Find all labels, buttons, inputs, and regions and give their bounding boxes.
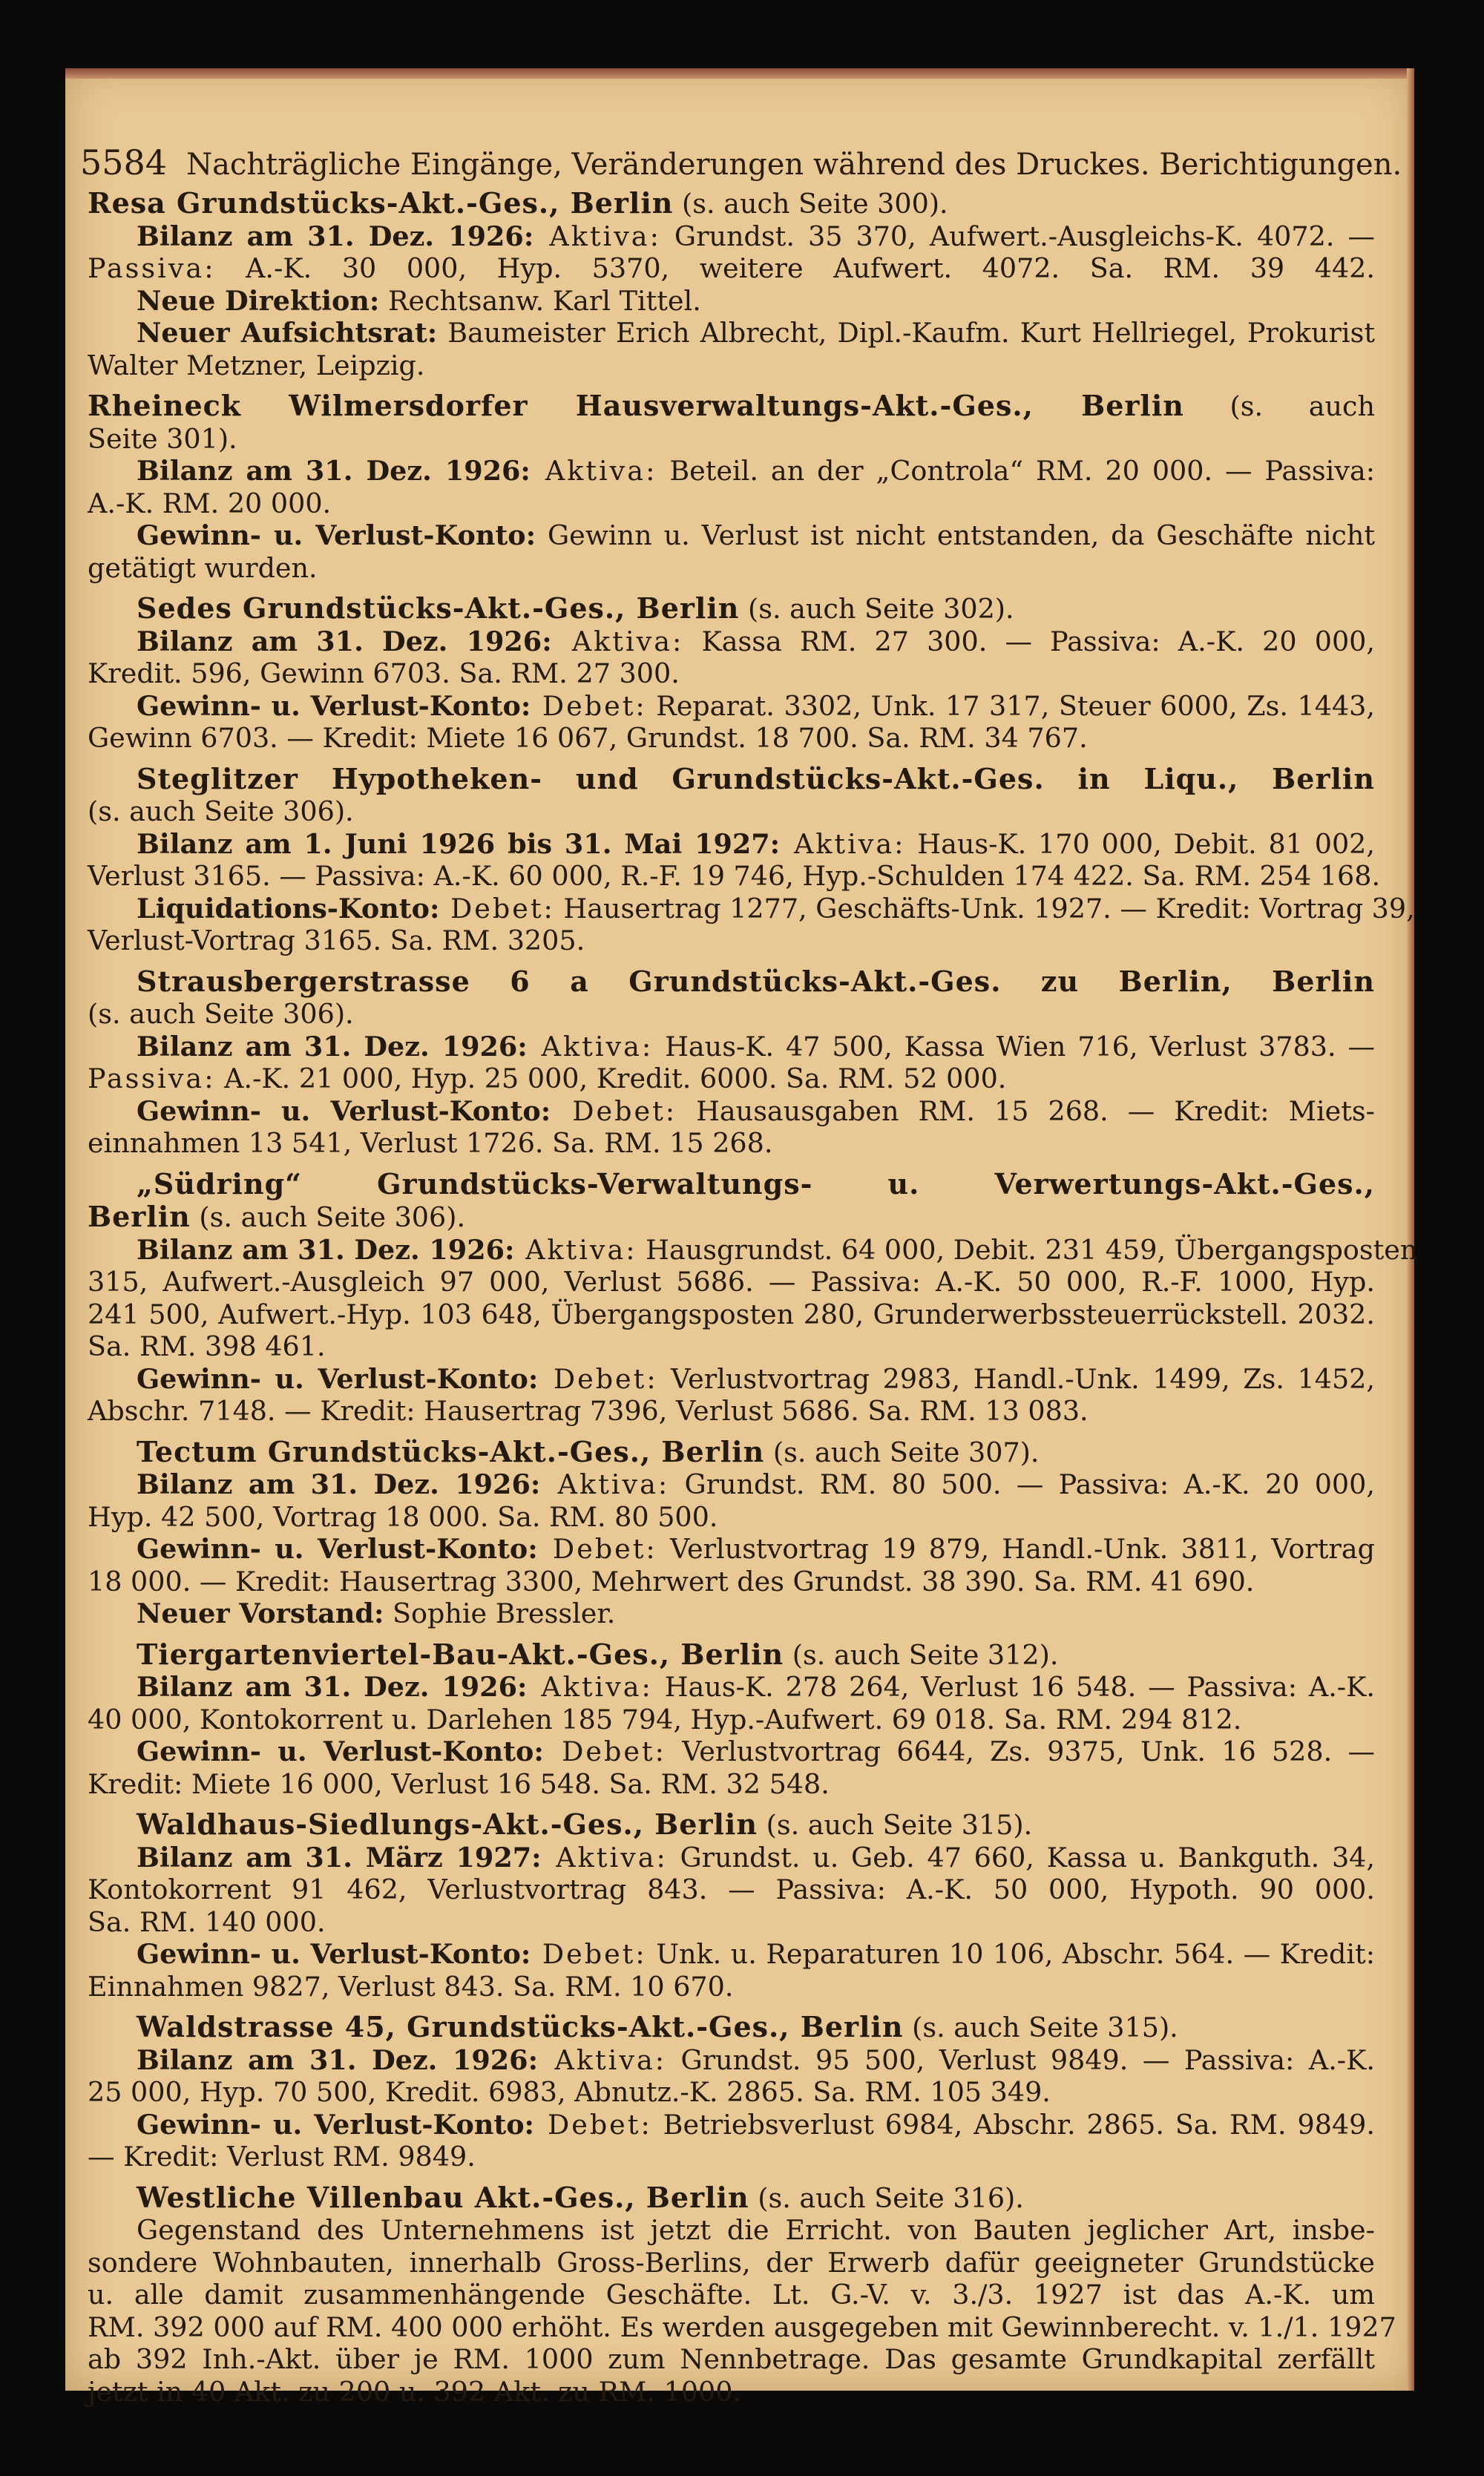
text-segment: (s. auch Seite 312).: [784, 1638, 1059, 1671]
label: Bilanz am 31. Dez. 1926:: [137, 1468, 541, 1500]
text-line: [88, 2279, 1375, 2311]
label: Neuer Aufsichtsrat:: [137, 317, 438, 349]
spaced-label: Debet:: [531, 1938, 647, 1970]
firm-name: Waldhaus-Siedlungs-Akt.-Ges., Berlin: [137, 1807, 758, 1841]
text-line: [88, 795, 1375, 828]
text-segment: Reparat. 3302, Unk. 17 317, Steuer 6000, Zs. 1443,: [646, 689, 1375, 722]
spaced-label: Aktiva:: [514, 1233, 637, 1266]
text-segment: Sa. RM. 398 461.: [88, 1330, 326, 1362]
entry-title-line: [88, 1201, 1375, 1234]
text-segment: Haus-K. 278 264, Verlust 16 548. — Passiva: A.-K.: [652, 1671, 1376, 1703]
text-line: [88, 519, 1375, 552]
text-segment: jetzt in 40 Akt. zu 200 u. 392 Akt. zu RM. 1000.: [88, 2375, 742, 2408]
entry-waldhaus: [88, 1808, 1375, 2003]
text-line: [88, 349, 1375, 382]
text-segment: A.-K. RM. 20 000.: [88, 487, 332, 519]
entry-title-line: [88, 1808, 1375, 1842]
spaced-label: Passiva:: [88, 252, 216, 284]
firm-name: Rheineck Wilmersdorfer Hausverwaltungs-Akt.-Ges., Berlin: [88, 389, 1184, 422]
spaced-label: Aktiva:: [527, 1671, 653, 1703]
spaced-label: Debet:: [531, 689, 647, 722]
page-edge-top: [65, 68, 1414, 79]
spaced-label: Aktiva:: [541, 1841, 668, 1874]
text-line: [88, 1874, 1375, 1906]
text-segment: — Kredit: Verlust RM. 9849.: [88, 2141, 476, 2173]
text-segment: (s. auch Seite 316).: [749, 2181, 1024, 2214]
label: Gewinn- u. Verlust-Konto:: [137, 1938, 531, 1970]
document-page: [65, 68, 1418, 2408]
entry-title-line: [88, 1638, 1375, 1672]
spaced-label: Debet:: [537, 1533, 657, 1565]
label: Bilanz am 31. Dez. 1926:: [137, 2043, 539, 2076]
text-segment: Grundst. 95 500, Verlust 9849. — Passiva: A.-K.: [666, 2043, 1375, 2076]
entry-tiergartenviertel: [88, 1638, 1375, 1801]
text-line: [88, 1031, 1375, 1063]
label: Bilanz am 1. Juni 1926 bis 31. Mai 1927:: [137, 827, 781, 860]
text-line: [88, 423, 1375, 456]
text-segment: Haus-K. 170 000, Debit. 81 002,: [905, 827, 1375, 860]
text-line: [88, 1330, 1375, 1363]
entry-title-line: [88, 390, 1375, 423]
header-title: Nachträgliche Eingänge, Veränderungen während des Druckes. Berichtigungen.: [186, 148, 1402, 182]
label: Gewinn- u. Verlust-Konto:: [137, 1094, 551, 1127]
spaced-label: Debet:: [439, 892, 555, 925]
entry-rheineck: [88, 390, 1375, 584]
entry-steglitzer: [88, 761, 1415, 957]
text-segment: Hausgrundst. 64 000, Debit. 231 459, Übergangsposten: [637, 1233, 1418, 1266]
text-line: [88, 1768, 1375, 1801]
text-line: [88, 1842, 1375, 1874]
text-line: [88, 285, 1375, 318]
text-segment: A.-K. 21 000, Hyp. 25 000, Kredit. 6000. Sa. RM. 52 000.: [215, 1063, 1007, 1094]
text-line: [88, 1501, 1375, 1534]
text-segment: Beteil. an der „Controla“ RM. 20 000. — Passiva:: [657, 455, 1376, 487]
text-segment: 315, Aufwert.-Ausgleich 97 000, Verlust 5686. — Passiva: A.-K. 50 000, R.-F. 1000, Hyp.: [88, 1266, 1375, 1298]
entry-strausbergerstrasse: [88, 965, 1375, 1160]
firm-name: Steglitzer Hypotheken- und Grundstücks-Akt.-Ges. in Liqu., Berlin: [137, 761, 1375, 795]
text-line: [88, 1971, 1375, 2003]
text-line: [88, 2076, 1375, 2109]
text-segment: Unk. u. Reparaturen 10 106, Abschr. 564. — Kredit:: [646, 1938, 1375, 1970]
text-line: [88, 1597, 1375, 1630]
label: Neuer Vorstand:: [137, 1597, 384, 1629]
text-line: [88, 925, 1375, 957]
firm-name: Tiergartenviertel-Bau-Akt.-Ges., Berlin: [137, 1637, 784, 1671]
label: Bilanz am 31. Dez. 1926:: [137, 455, 531, 487]
text-segment: (s. auch Seite 307).: [764, 1436, 1040, 1468]
text-segment: Gewinn u. Verlust ist nicht entstanden, da Geschäfte nicht: [536, 519, 1375, 551]
text-segment: Rechtsanw. Karl Tittel.: [379, 284, 701, 317]
text-segment: Grundst. 35 370, Aufwert.-Ausgleichs-K. 4072. —: [660, 220, 1375, 252]
text-segment: Baumeister Erich Albrecht, Dipl.-Kaufm. Kurt Hellriegel, Prokurist: [437, 317, 1376, 349]
entry-title-line: [88, 763, 1375, 796]
text-line: [88, 2343, 1375, 2376]
label: Gewinn- u. Verlust-Konto:: [137, 519, 536, 551]
label: Gewinn- u. Verlust-Konto:: [137, 1362, 539, 1395]
text-line: [88, 2311, 1396, 2344]
entry-waldstrasse-45: [88, 2011, 1375, 2173]
text-line: [88, 1533, 1375, 1566]
text-line: [88, 1063, 1375, 1095]
text-segment: einnahmen 13 541, Verlust 1726. Sa. RM. 15 268.: [88, 1127, 773, 1159]
text-segment: (s. auch Seite 306).: [190, 1201, 466, 1233]
text-line: [88, 1095, 1375, 1128]
firm-name: „Südring“ Grundstücks-Verwaltungs- u. Verwertungs-Akt.-Ges.,: [137, 1166, 1375, 1201]
entry-westliche-villenbau: [88, 2180, 1396, 2408]
entry-title-line: [88, 1436, 1375, 1469]
text-segment: Kontokorrent 91 462, Verlustvortrag 843. — Passiva: A.-K. 50 000, Hypoth. 90 000.: [88, 1874, 1375, 1905]
text-line: [88, 2376, 1375, 2408]
text-line: [88, 2109, 1375, 2141]
text-segment: (s. auch Seite 315).: [903, 2012, 1178, 2043]
text-segment: Verlustvortrag 2983, Handl.-Unk. 1499, Zs. 1452,: [657, 1362, 1375, 1395]
label: Bilanz am 31. Dez. 1926:: [137, 220, 534, 252]
text-line: [88, 860, 1381, 893]
text-segment: Grundst. RM. 80 500. — Passiva: A.-K. 20 000,: [669, 1468, 1375, 1500]
text-segment: 25 000, Hyp. 70 500, Kredit. 6983, Abnutz.-K. 2865. Sa. RM. 105 349.: [88, 2076, 1051, 2108]
text-line: [88, 252, 1375, 285]
text-line: [88, 2044, 1375, 2077]
text-segment: Kredit. 596, Gewinn 6703. Sa. RM. 27 300.: [88, 657, 680, 689]
text-line: [88, 1363, 1375, 1396]
entries-list: [88, 186, 1418, 2416]
label: Gewinn- u. Verlust-Konto:: [137, 2108, 535, 2141]
text-line: [88, 625, 1375, 658]
entry-title-line: [88, 2011, 1375, 2044]
firm-name: Tectum Grundstücks-Akt.-Ges., Berlin: [137, 1434, 765, 1468]
text-segment: Verlustvortrag 6644, Zs. 9375, Unk. 16 528. —: [666, 1736, 1376, 1767]
page-number: 5584: [80, 142, 168, 183]
firm-name: Strausbergerstrasse 6 a Grundstücks-Akt.-Ges. zu Berlin, Berlin: [137, 964, 1375, 998]
firm-name: Sedes Grundstücks-Akt.-Ges., Berlin: [137, 591, 740, 625]
text-segment: ab 392 Inh.-Akt. über je RM. 1000 zum Nennbetrage. Das gesamte Grundkapital zerfällt: [88, 2343, 1375, 2375]
entry-title-line: [88, 965, 1375, 999]
text-line: [88, 828, 1375, 861]
text-line: [88, 892, 1415, 925]
label: Neue Direktion:: [137, 284, 380, 317]
text-line: [88, 998, 1375, 1031]
text-segment: Grundst. u. Geb. 47 660, Kassa u. Bankguth. 34,: [667, 1841, 1375, 1874]
text-segment: (s. auch: [1183, 390, 1375, 422]
text-segment: 40 000, Kontokorrent u. Darlehen 185 794, Hyp.-Aufwert. 69 018. Sa. RM. 294 812.: [88, 1703, 1242, 1736]
label: Gewinn- u. Verlust-Konto:: [137, 1533, 538, 1565]
text-segment: Hausausgaben RM. 15 268. — Kredit: Miets-: [677, 1094, 1375, 1127]
text-segment: Gewinn 6703. — Kredit: Miete 16 067, Grundst. 18 700. Sa. RM. 34 767.: [88, 722, 1088, 754]
text-line: [88, 1395, 1375, 1428]
spaced-label: Aktiva:: [533, 220, 661, 252]
text-line: [88, 1468, 1375, 1501]
text-line: [88, 722, 1375, 755]
entry-title-line: [88, 1168, 1375, 1201]
text-segment: (s. auch Seite 300).: [673, 188, 948, 220]
spaced-label: Debet:: [538, 1362, 658, 1395]
text-line: [88, 2214, 1375, 2247]
label: Bilanz am 31. Dez. 1926:: [137, 1671, 528, 1703]
firm-name: Westliche Villenbau Akt.-Ges., Berlin: [137, 2180, 749, 2214]
label: Bilanz am 31. März 1927:: [137, 1841, 542, 1874]
text-segment: Hyp. 42 500, Vortrag 18 000. Sa. RM. 80 500.: [88, 1500, 718, 1533]
text-line: [88, 552, 1375, 585]
entry-tectum: [88, 1436, 1375, 1630]
entry-title-line: [88, 2181, 1375, 2215]
text-line: [88, 1266, 1375, 1298]
entry-resa: [88, 187, 1375, 381]
text-segment: sondere Wohnbauten, innerhalb Gross-Berlins, der Erwerb dafür geeigneter Grundstücke: [88, 2246, 1375, 2279]
label: Bilanz am 31. Dez. 1926:: [137, 1030, 528, 1063]
text-line: [88, 690, 1375, 723]
text-line: [88, 487, 1375, 520]
text-line: [88, 1736, 1375, 1768]
text-segment: A.-K. 30 000, Hyp. 5370, weitere Aufwert. 4072. Sa. RM. 39 442.: [215, 252, 1375, 284]
page-edge-right: [1407, 68, 1414, 2391]
spaced-label: Debet:: [534, 2108, 652, 2141]
entry-sedes: [88, 592, 1375, 755]
text-segment: (s. auch Seite 306).: [88, 998, 354, 1030]
text-line: [88, 2141, 1375, 2173]
text-segment: (s. auch Seite 302).: [739, 593, 1014, 625]
spaced-label: Aktiva:: [530, 455, 657, 487]
spaced-label: Aktiva:: [538, 2043, 667, 2076]
label: Bilanz am 31. Dez. 1926:: [137, 1233, 515, 1266]
label: Gewinn- u. Verlust-Konto:: [137, 1736, 544, 1767]
label: Liquidations-Konto:: [137, 892, 440, 925]
text-segment: Gegenstand des Unternehmens ist jetzt die Erricht. von Bauten jeglicher Art, insbe-: [137, 2214, 1375, 2246]
text-segment: Seite 301).: [88, 422, 237, 455]
running-header: [80, 142, 1402, 183]
text-line: [88, 317, 1375, 349]
firm-name: Waldstrasse 45, Grundstücks-Akt.-Ges., Berlin: [137, 2010, 904, 2043]
text-segment: Hausertrag 1277, Geschäfts-Unk. 1927. — Kredit: Vortrag 39,: [554, 892, 1415, 925]
text-segment: Walter Metzner, Leipzig.: [88, 349, 425, 381]
text-line: [88, 1671, 1375, 1704]
spaced-label: Aktiva:: [540, 1468, 670, 1500]
text-segment: Abschr. 7148. — Kredit: Hausertrag 7396, Verlust 5686. Sa. RM. 13 083.: [88, 1395, 1089, 1427]
label: Gewinn- u. Verlust-Konto:: [137, 689, 531, 722]
text-line: [88, 1233, 1418, 1267]
text-segment: RM. 392 000 auf RM. 400 000 erhöht. Es werden ausgegeben mit Gewinnberecht. v. 1./1. 1927: [88, 2311, 1396, 2343]
text-segment: (s. auch Seite 306).: [88, 795, 354, 827]
entry-suedring: [88, 1166, 1418, 1428]
spaced-label: Passiva:: [88, 1063, 216, 1094]
text-segment: Sophie Bressler.: [384, 1597, 616, 1629]
text-segment: Verlust 3165. — Passiva: A.-K. 60 000, R.-F. 19 746, Hyp.-Schulden 174 422. Sa. RM. 254 168.: [88, 860, 1381, 892]
text-segment: 18 000. — Kredit: Hausertrag 3300, Mehrwert des Grundst. 38 390. Sa. RM. 41 690.: [88, 1565, 1255, 1597]
text-segment: u. alle damit zusammenhängende Geschäfte. Lt. G.-V. v. 3./3. 1927 ist das A.-K. um: [88, 2279, 1375, 2311]
text-segment: Verlustvortrag 19 879, Handl.-Unk. 3811, Vortrag: [657, 1533, 1375, 1565]
text-line: [88, 220, 1375, 253]
entry-title-line: [88, 592, 1375, 625]
text-line: [88, 1127, 1375, 1160]
spaced-label: Debet:: [543, 1736, 666, 1767]
text-line: [88, 657, 1375, 690]
text-line: [88, 1704, 1375, 1736]
firm-name: Resa Grundstücks-Akt.-Ges., Berlin: [88, 186, 674, 220]
text-line: [88, 1566, 1375, 1598]
text-segment: Kassa RM. 27 300. — Passiva: A.-K. 20 000,: [683, 625, 1375, 657]
text-line: [88, 1906, 1375, 1939]
text-segment: Haus-K. 47 500, Kassa Wien 716, Verlust 3783. —: [653, 1030, 1376, 1063]
text-line: [88, 2247, 1375, 2279]
text-segment: Einnahmen 9827, Verlust 843. Sa. RM. 10 670.: [88, 1970, 734, 2003]
text-segment: Betriebsverlust 6984, Abschr. 2865. Sa. RM. 9849.: [651, 2108, 1375, 2141]
text-segment: 241 500, Aufwert.-Hyp. 103 648, Übergangsposten 280, Grunderwerbssteuerrückstell. 2032.: [88, 1298, 1375, 1330]
text-segment: Kredit: Miete 16 000, Verlust 16 548. Sa. RM. 32 548.: [88, 1767, 830, 1800]
text-segment: (s. auch Seite 315).: [758, 1809, 1033, 1841]
text-line: [88, 1938, 1375, 1971]
spaced-label: Aktiva:: [527, 1030, 654, 1063]
spaced-label: Debet:: [551, 1094, 677, 1127]
spaced-label: Aktiva:: [551, 625, 684, 657]
text-segment: getätigt wurden.: [88, 551, 318, 584]
text-line: [88, 1298, 1375, 1331]
text-segment: Verlust-Vortrag 3165. Sa. RM. 3205.: [88, 925, 585, 956]
firm-name: Berlin: [88, 1200, 191, 1233]
entry-title-line: [88, 187, 1375, 220]
text-segment: Sa. RM. 140 000.: [88, 1905, 326, 1938]
spaced-label: Aktiva:: [780, 827, 906, 860]
text-line: [88, 455, 1375, 487]
label: Bilanz am 31. Dez. 1926:: [137, 625, 552, 657]
